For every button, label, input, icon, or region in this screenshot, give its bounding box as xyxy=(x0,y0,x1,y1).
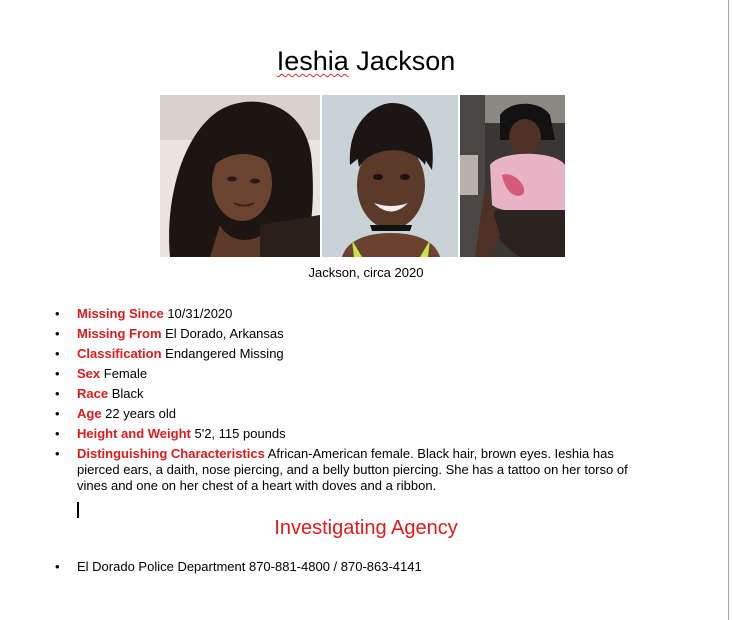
photo-2-image xyxy=(322,95,458,257)
fact-distinguishing-characteristics xyxy=(55,446,655,494)
fact-label: Height and Weight xyxy=(77,426,191,441)
fact-classification xyxy=(55,346,655,362)
fact-label: Sex xyxy=(77,366,101,381)
fact-value: 22 years old xyxy=(101,406,176,421)
page-title xyxy=(0,44,732,78)
fact-sex xyxy=(55,366,655,382)
fact-label: Race xyxy=(77,386,109,401)
photo-caption: Jackson, circa 2020 xyxy=(308,265,424,280)
title-last-name: Jackson xyxy=(348,46,456,76)
agency-item: • El Dorado Police Department 870-881-4800 / 870-863-4141 xyxy=(55,559,422,575)
fact-label: Missing From xyxy=(77,326,162,341)
title-first-name: Ieshia xyxy=(276,46,349,76)
photo-3[interactable] xyxy=(460,95,565,257)
agency-list xyxy=(55,559,422,575)
fact-value: African-American female. Black hair, brown eyes. Ieshia has pierced ears, a daith, nose piercing, and a belly button piercing. She has a tattoo on her torso of vines and one on her chest of a heart with doves and a ribbon. xyxy=(77,446,628,493)
fact-label: Classification xyxy=(77,346,162,361)
fact-height-weight xyxy=(55,426,655,442)
facts-list xyxy=(55,306,655,498)
text-cursor xyxy=(77,502,79,518)
fact-value: 5'2, 115 pounds xyxy=(190,426,286,441)
fact-value: Black xyxy=(108,386,144,401)
photo-2[interactable] xyxy=(322,95,458,257)
photo-1[interactable] xyxy=(160,95,320,257)
agency-heading: Investigating Agency xyxy=(274,517,458,539)
fact-label: Age xyxy=(77,406,102,421)
fact-age xyxy=(55,406,655,422)
photo-1-image xyxy=(160,95,320,257)
fact-value: Female xyxy=(100,366,148,381)
photo-3-image xyxy=(460,95,565,257)
fact-value: Endangered Missing xyxy=(161,346,284,361)
fact-value: 10/31/2020 xyxy=(163,306,233,321)
fact-value: El Dorado, Arkansas xyxy=(161,326,284,341)
fact-missing-since xyxy=(55,306,655,322)
fact-label: Missing Since xyxy=(77,306,164,321)
fact-label: Distinguishing Characteristics xyxy=(77,446,265,461)
fact-missing-from xyxy=(55,326,655,342)
fact-race xyxy=(55,386,655,402)
